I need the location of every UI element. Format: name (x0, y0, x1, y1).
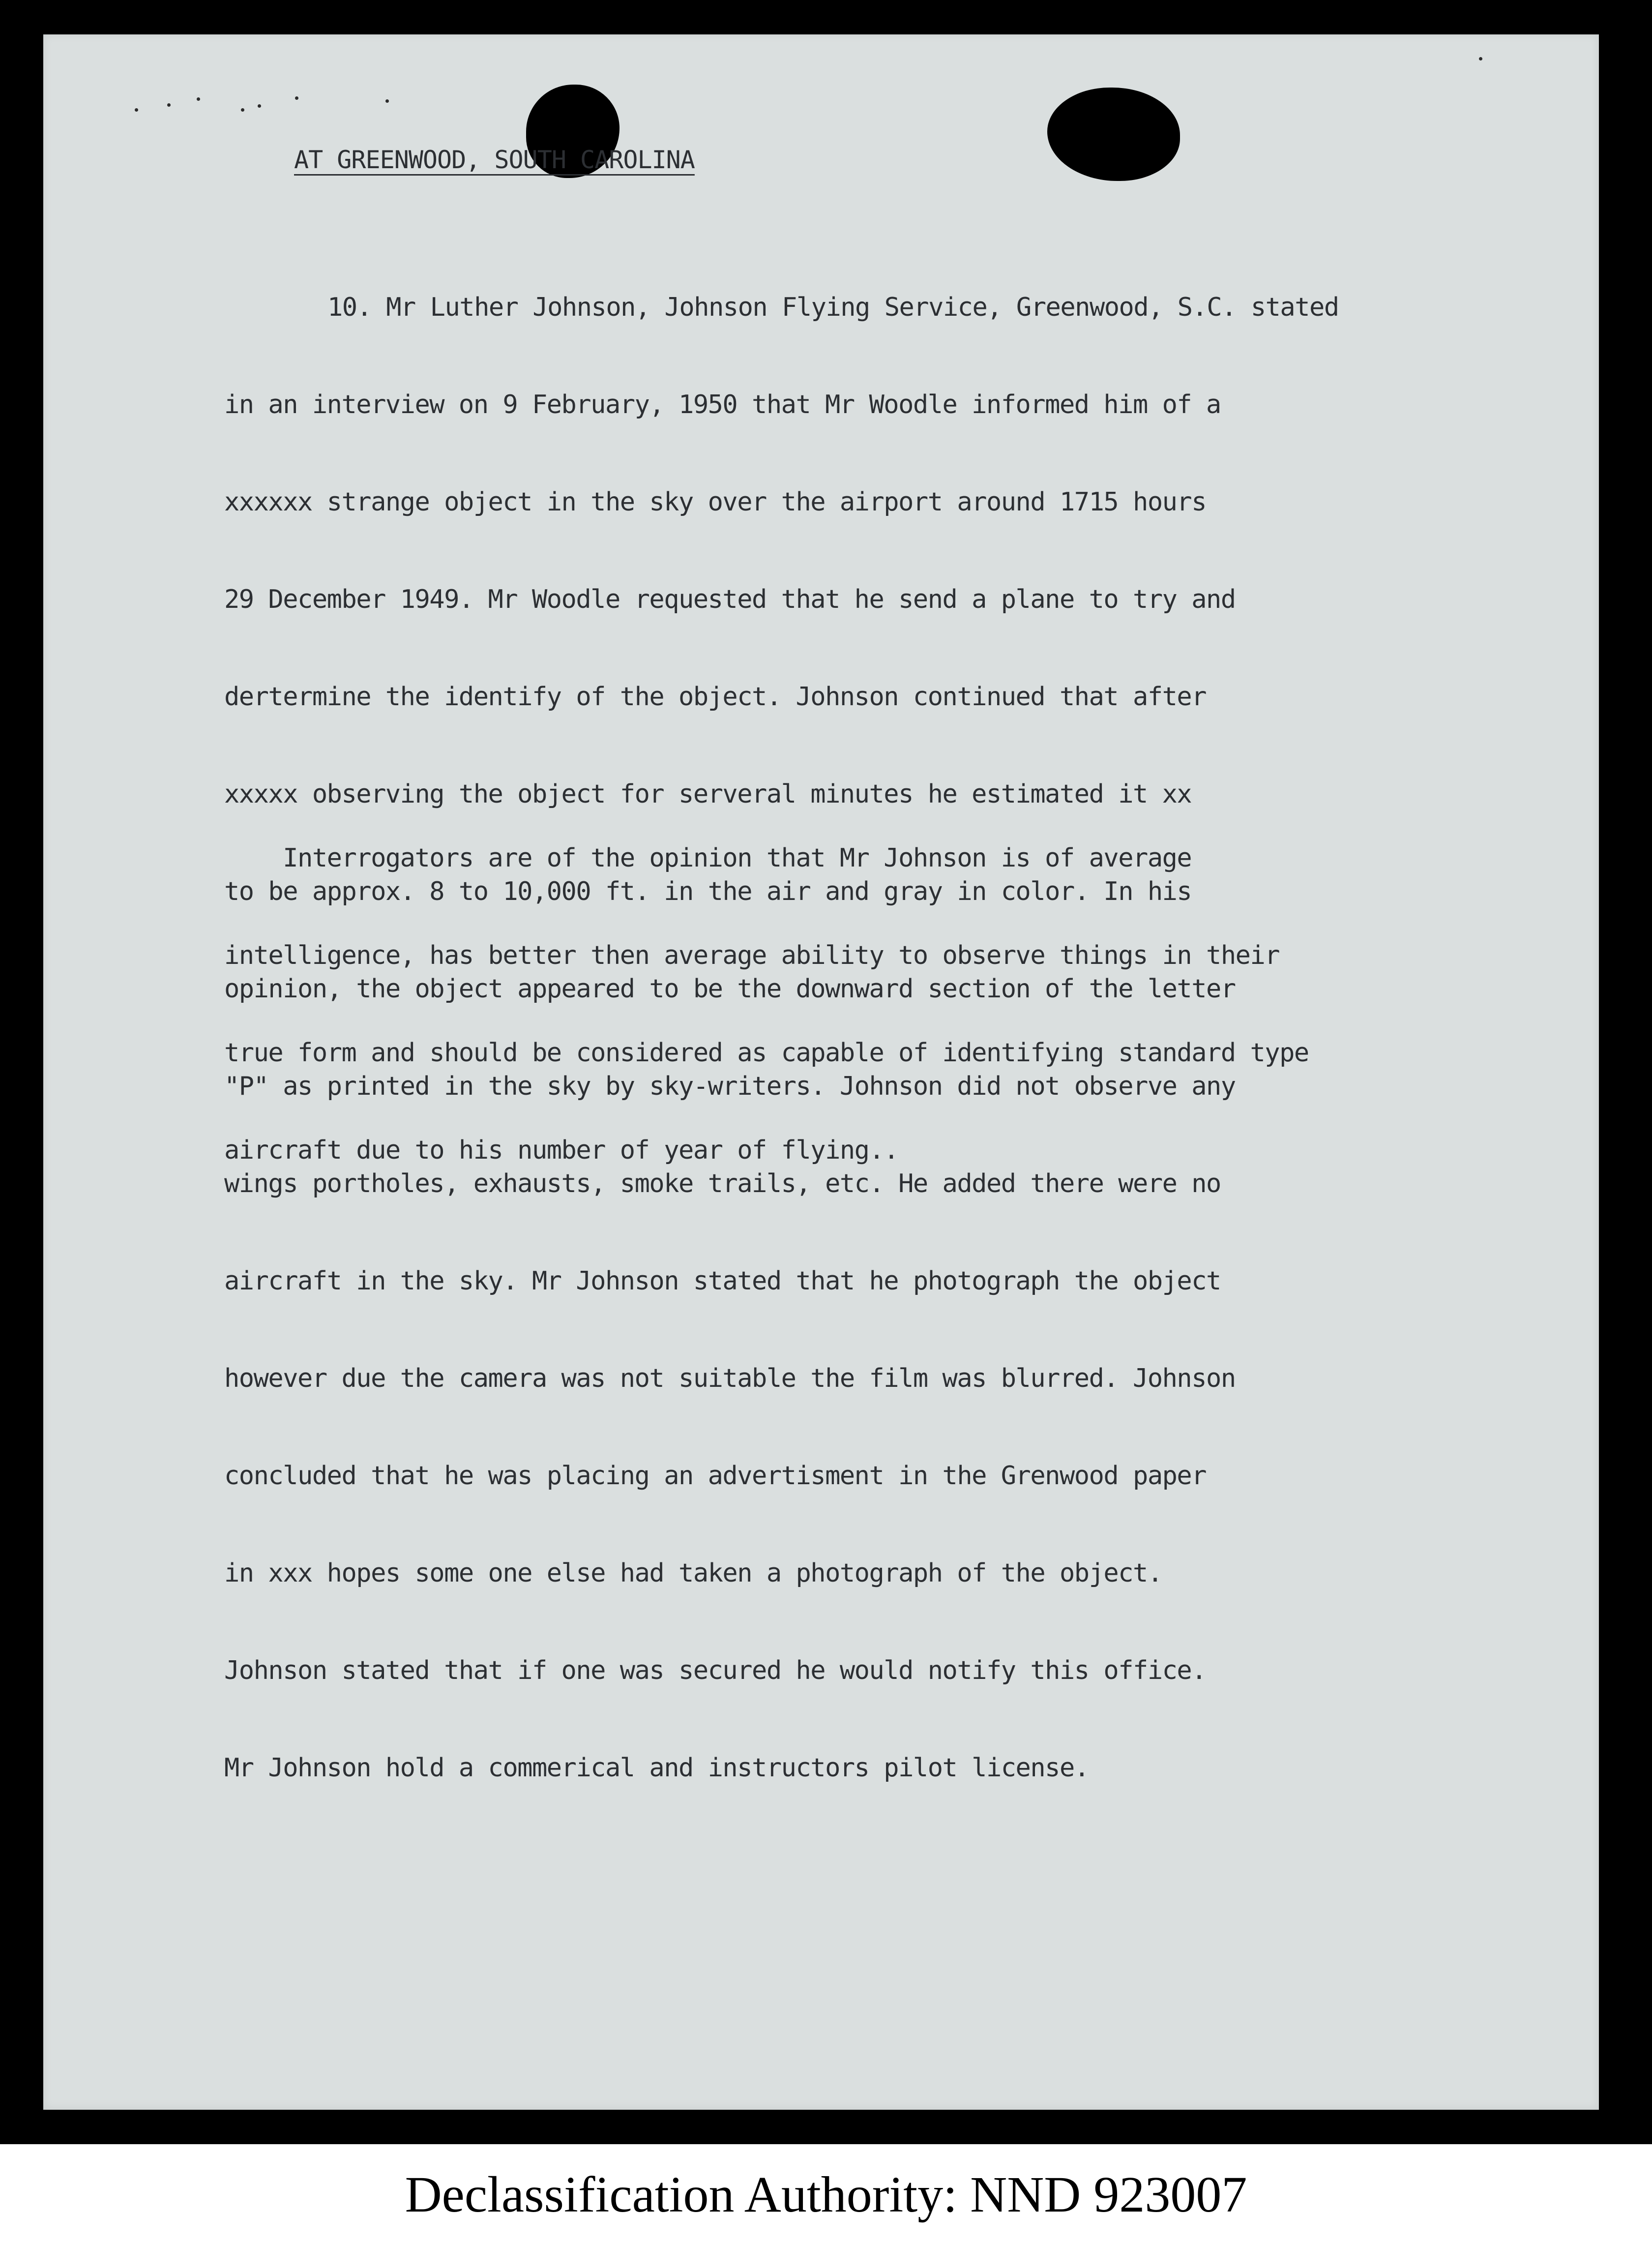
paper-speck (135, 108, 138, 112)
paper-speck (1479, 57, 1482, 60)
text-line: to be approx. 8 to 10,000 ft. in the air and gray in color. In his (224, 877, 1192, 906)
text-line: 10. Mr Luther Johnson, Johnson Flying Service, Greenwood, S.C. stated (327, 293, 1339, 322)
text-line: xxxxxx strange object in the sky over the airport around 1715 hours (224, 487, 1207, 517)
paper-speck (295, 96, 298, 100)
text-line: 29 December 1949. Mr Woodle requested that he send a plane to try and (224, 585, 1236, 614)
paper-speck (258, 104, 261, 108)
text-line: true form and should be considered as capable of identifying standard type (224, 1038, 1309, 1068)
document-heading: AT GREENWOOD, SOUTH CAROLINA (294, 146, 695, 174)
text-line: intelligence, has better then average ability to observe things in their (224, 941, 1280, 970)
punch-hole-right (1047, 88, 1180, 181)
text-line: opinion, the object appeared to be the downward section of the letter (224, 974, 1236, 1004)
text-line: aircraft due to his number of year of flying.. (224, 1136, 899, 1165)
text-line: dertermine the identify of the object. Johnson continued that after (224, 682, 1207, 712)
text-line: "P" as printed in the sky by sky-writers. Johnson did not observe any (224, 1072, 1236, 1101)
text-line: aircraft in the sky. Mr Johnson stated that he photograph the object (224, 1266, 1221, 1296)
paper-speck (197, 97, 200, 101)
paragraph-interrogators-opinion (224, 777, 1309, 1199)
text-line: in an interview on 9 February, 1950 that Mr Woodle informed him of a (224, 390, 1221, 419)
text-line: in xxx hopes some one else had taken a photograph of the object. (224, 1558, 1162, 1588)
paper-speck (241, 108, 244, 112)
paper-speck (385, 99, 389, 103)
text-line: Mr Johnson hold a commerical and instructors pilot license. (224, 1753, 1089, 1783)
text-line: Interrogators are of the opinion that Mr Johnson is of average (224, 843, 1192, 873)
text-line: wings portholes, exhausts, smoke trails, etc. He added there were no (224, 1169, 1221, 1198)
declassification-footer: Declassification Authority: NND 923007 (0, 2144, 1652, 2245)
text-line: concluded that he was placing an advertisment in the Grenwood paper (224, 1461, 1207, 1491)
text-line: Johnson stated that if one was secured he would notify this office. (224, 1656, 1207, 1685)
paper-speck (167, 103, 171, 107)
text-line: xxxxx observing the object for serveral minutes he estimated it xx (224, 779, 1192, 809)
text-line: however due the camera was not suitable the film was blurred. Johnson (224, 1364, 1236, 1393)
